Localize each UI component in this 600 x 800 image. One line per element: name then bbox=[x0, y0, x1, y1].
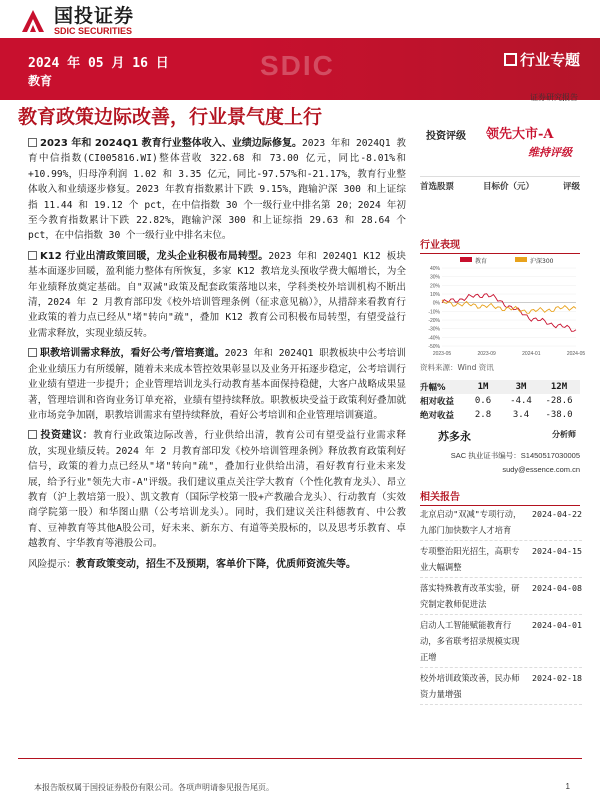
paragraph-lead: 投资建议： bbox=[40, 430, 94, 442]
perf-col-header: 3M bbox=[515, 382, 527, 392]
report-subtitle: 证券研究报告 bbox=[530, 93, 578, 102]
paragraph bbox=[28, 346, 406, 423]
list-item[interactable] bbox=[420, 668, 582, 705]
risk-note bbox=[28, 557, 406, 572]
related-report-date: 2024-02-18 bbox=[532, 673, 582, 683]
list-item[interactable] bbox=[420, 578, 582, 615]
x-tick-label: 2023-05 bbox=[432, 351, 452, 357]
y-tick-label: -50% bbox=[428, 344, 440, 350]
footer-divider bbox=[18, 758, 582, 759]
paragraph-body: 教育行业政策边际改善，行业供给出清，教育公司有望受益行业需求释放，实现业绩反转。2024 年 2 月教育部印发《校外培训管理条例》释放教育政策利好信号，政策的着力点已经从"堵"转向"疏"，叠加行业供给出清，看好教育行业未来发展，给予行业"领先大市-A"评级。我们建议重点关注学大教育（个性化教育龙头）、昂立教育（沪上教培第一股）、凯文教育（国际学校第一股+产教融合龙头）、行动教育（实效商学院第一股）和华图山鼎（公考培训龙头）。同时，我们建议关注科德教育、中公教育、豆神教育等其他A股公司，好未来、新东方、有道等美股标的，以及思考乐教育、卓越教育、宇华教育等港股公司。 bbox=[28, 430, 407, 550]
y-tick-label: -20% bbox=[428, 318, 440, 324]
y-tick-label: -30% bbox=[428, 326, 440, 333]
table-row bbox=[420, 394, 580, 408]
y-tick-label: 40% bbox=[429, 266, 440, 272]
stock-col-header: 首选股票 bbox=[420, 182, 455, 192]
perf-col-header: 升幅% bbox=[420, 383, 446, 393]
paragraph-body: 2023 年和 2024Q1 K12 板块基本面逐步回暖，盈利能力整体有所恢复，多家 K12 教培龙头预收学费大幅增长，为全年业绩释放奠定基础。自"双减"政策及配套政策落地以来，学科类校外培训机构不断出清，2024 年 2 月教育部印发《校外培训管理条例（征求意见稿）》，从措辞来看教育行业政策的着力点已经从"堵"转向"疏"，叠加 K12 教育公司积极布局转型，有望受益行业需求释放，实现业绩反转。 bbox=[28, 250, 406, 339]
analyst-role: 分析师 bbox=[552, 429, 576, 439]
legend-label: 沪深300 bbox=[530, 258, 554, 265]
brand-name-en: SDIC SECURITIES bbox=[54, 26, 133, 36]
stock-table-header bbox=[420, 176, 580, 192]
paragraph-lead: 2023 年和 2024Q1 教育行业整体收入、业绩边际修复。 bbox=[40, 138, 303, 149]
perf-table bbox=[420, 380, 580, 422]
brand-logo bbox=[18, 6, 134, 36]
paragraph-body: 2023 年和 2024Q1 教育中信指数(CI005816.WI)整体营收 322.68 和 73.00 亿元，同比-8.01%和+10.99%，归母净利润 1.02 和 3.35 亿元，同比-97.57%和-21.17%，教育行业整体收入和业绩逐步修复。2023 年教育指数累计下跌 9.15%，跑输沪深 300 和上证综指 11.44 和 19.12 个 pct，在中信指数 30 个一级行业中排名第 20；2024 年初至今教育指数累计下跌 22.82%，跑输沪深 300 和上证综指 29.63 和 28.64 个 pct，在中信指数 30 个一级行业中排名末位。 bbox=[28, 138, 406, 242]
perf-cell: 2.8 bbox=[474, 410, 492, 420]
report-type-icon bbox=[504, 53, 517, 66]
paragraph-body: 2023 年和 2024Q1 职教板块中公考培训企业业绩压力有所缓解，随着未来成本管控效果彰显以及业务开拓逐步稳定，公考培训行业业绩有望进一步提升；企业管理培训龙头行动教育基本面保持稳健，大客户战略成果显著，管理培训和咨询业务订单充裕，业绩有望持续释放。职教板块受益于政策利好叠加就业市场竞争加剧，职教培训需求有望持续释放，看好公考培训和企业管理培训赛道。 bbox=[28, 348, 406, 421]
page-number: 1 bbox=[565, 782, 570, 791]
report-sector: 教育 bbox=[28, 74, 53, 88]
y-tick-label: 10% bbox=[429, 292, 440, 298]
bullet-square-icon bbox=[28, 430, 37, 439]
main-content bbox=[28, 136, 406, 577]
x-tick-label: 2023-09 bbox=[477, 351, 496, 357]
perf-cell: -4.4 bbox=[510, 396, 532, 406]
related-report-title: 校外培训政策改善，民办师资力量增强 bbox=[420, 673, 520, 699]
brand-name-cn: 国投证券 bbox=[54, 5, 135, 27]
paragraph bbox=[28, 249, 406, 341]
perf-row-label: 绝对收益 bbox=[420, 411, 455, 421]
rating-label: 投资评级 bbox=[426, 131, 466, 142]
perf-row-label: 相对收益 bbox=[420, 397, 455, 407]
rating-value: 领先大市-A bbox=[486, 127, 554, 142]
perf-cell: 0.6 bbox=[474, 396, 492, 406]
report-type-label: 行业专题 bbox=[519, 51, 580, 69]
footer-disclaimer: 本报告版权属于国投证券股份有限公司。各项声明请参见报告尾页。 bbox=[34, 783, 274, 792]
perf-table-header bbox=[420, 380, 580, 394]
related-report-date: 2024-04-22 bbox=[532, 509, 582, 519]
banner-watermark: SDIC bbox=[260, 50, 335, 81]
rating-keep: 维持评级 bbox=[528, 146, 572, 159]
related-report-title: 启动人工智能赋能教育行动，多省联考招录规模实现正增 bbox=[420, 620, 520, 662]
paragraph bbox=[28, 136, 406, 244]
bullet-square-icon bbox=[28, 138, 37, 147]
list-item[interactable] bbox=[420, 615, 582, 668]
perf-cell: 3.4 bbox=[512, 410, 530, 420]
list-item[interactable] bbox=[420, 541, 582, 578]
legend-label: 教育 bbox=[475, 258, 488, 265]
risk-text: 教育政策变动，招生不及预期，客单价下降，优质师资流失等。 bbox=[75, 558, 356, 570]
rating-box bbox=[420, 122, 580, 166]
report-type bbox=[504, 49, 580, 70]
paragraph-lead: 职教培训需求释放，看好公考/管培赛道。 bbox=[40, 348, 225, 360]
related-report-title: 北京启动"双减"专项行动，九部门加快数字人才培育 bbox=[420, 509, 522, 535]
analyst-sac: SAC 执业证书编号：S1450517030005 bbox=[450, 451, 580, 460]
table-row bbox=[420, 408, 580, 422]
bullet-square-icon bbox=[28, 251, 37, 260]
legend-swatch bbox=[515, 257, 527, 262]
paragraph-lead: K12 行业出清政策回暖，龙头企业积极布局转型。 bbox=[40, 250, 269, 262]
y-tick-label: 30% bbox=[429, 274, 440, 281]
list-item[interactable] bbox=[420, 504, 582, 541]
perf-col-header: 1M bbox=[477, 382, 489, 392]
analyst-block bbox=[420, 428, 580, 474]
y-tick-label: 0% bbox=[432, 300, 440, 307]
y-tick-label: -40% bbox=[428, 335, 440, 342]
analyst-name: 苏多永 bbox=[438, 430, 471, 443]
related-report-date: 2024-04-08 bbox=[532, 583, 582, 593]
related-report-date: 2024-04-01 bbox=[532, 620, 582, 630]
report-date: 2024 年 05 月 16 日 bbox=[28, 56, 169, 71]
related-list bbox=[420, 504, 582, 705]
industry-perf-title: 行业表现 bbox=[420, 236, 580, 254]
related-report-title: 落实特殊教育改革实验，研究制定教师促进法 bbox=[420, 583, 520, 609]
related-title: 相关报告 bbox=[420, 488, 580, 506]
chart-source: 资料来源：Wind 资讯 bbox=[420, 363, 494, 372]
report-title: 教育政策边际改善，行业景气度上行 bbox=[18, 106, 323, 128]
perf-col-header: 12M bbox=[550, 382, 568, 392]
sdic-logo-icon bbox=[18, 6, 48, 36]
stock-col-header: 目标价（元） bbox=[482, 182, 534, 192]
risk-label: 风险提示： bbox=[28, 558, 76, 570]
y-tick-label: -10% bbox=[428, 309, 440, 316]
x-tick-label: 2024-05 bbox=[566, 351, 586, 357]
y-tick-label: 20% bbox=[429, 283, 440, 290]
perf-cell: -38.0 bbox=[545, 410, 573, 420]
paragraph bbox=[28, 428, 406, 551]
analyst-email[interactable]: sudy@essence.com.cn bbox=[502, 465, 580, 474]
x-tick-label: 2024-01 bbox=[522, 351, 541, 357]
stock-col-header: 评级 bbox=[562, 182, 580, 192]
legend-swatch bbox=[460, 257, 472, 262]
perf-cell: -28.6 bbox=[545, 396, 573, 406]
bullet-square-icon bbox=[28, 348, 37, 357]
industry-perf-chart bbox=[420, 254, 586, 359]
related-report-date: 2024-04-15 bbox=[532, 546, 582, 556]
related-report-title: 专项整治阳光招生，高职专业大幅调整 bbox=[420, 546, 520, 572]
